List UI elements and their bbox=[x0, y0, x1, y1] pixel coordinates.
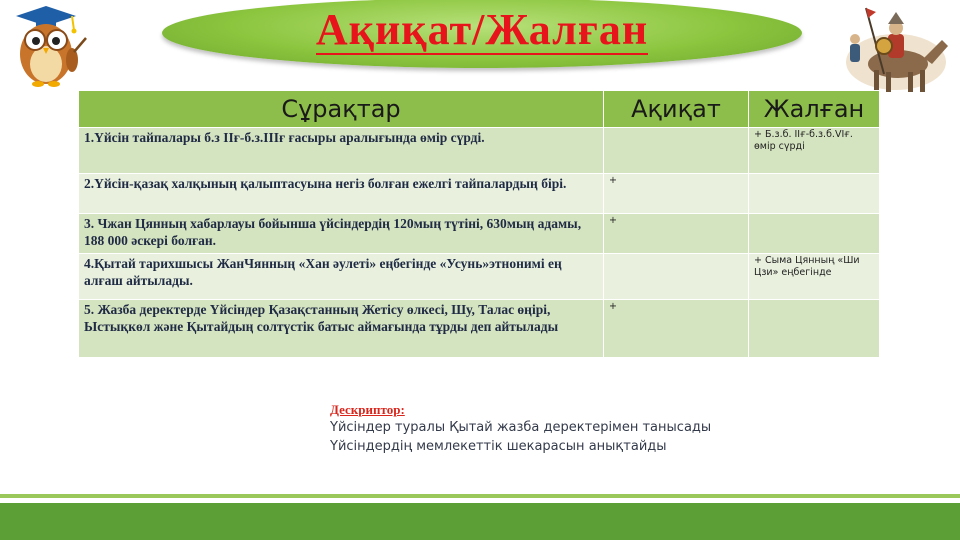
table-row bbox=[79, 214, 880, 254]
table-row bbox=[79, 254, 880, 300]
question-cell: 4.Қытай тарихшысы ЖанЧянның «Хан әулеті» еңбегінде «Усунь»этнонимі ең алғаш айтылады. bbox=[79, 254, 604, 300]
nomad-warrior-picture bbox=[836, 4, 956, 96]
false-mark-cell bbox=[749, 174, 880, 214]
false-mark-cell bbox=[749, 300, 880, 358]
header-true: Ақиқат bbox=[604, 91, 749, 128]
true-mark-cell: + bbox=[604, 300, 749, 358]
descriptor-block bbox=[330, 402, 711, 456]
descriptor-line: Үйсіндер туралы Қытай жазба деректерімен танысады bbox=[330, 420, 712, 435]
true-mark-cell: + bbox=[604, 214, 749, 254]
owl-teacher-icon bbox=[6, 2, 88, 88]
false-mark-cell: + Сыма Цянның «Ши Цзи» еңбегінде bbox=[749, 254, 880, 300]
true-mark-cell bbox=[604, 128, 749, 174]
page-title-wrap bbox=[162, 0, 802, 62]
page-title: Ақиқат/Жалған bbox=[315, 5, 649, 54]
question-cell: 1.Үйсін тайпалары б.з IIғ-б.з.IIIғ ғасыры аралығында өмір сүрді. bbox=[79, 128, 604, 174]
table-row bbox=[79, 174, 880, 214]
table-row bbox=[79, 300, 880, 358]
question-cell: 2.Үйсін-қазақ халқының қалыптасуына негіз болған ежелгі тайпалардың бірі. bbox=[79, 174, 604, 214]
table-row bbox=[79, 128, 880, 174]
false-mark-cell bbox=[749, 214, 880, 254]
true-mark-cell bbox=[604, 254, 749, 300]
header-questions: Сұрақтар bbox=[79, 91, 604, 128]
footer-bar bbox=[0, 503, 960, 540]
false-mark-cell: + Б.з.б. IIғ-б.з.б.VIғ. өмір сүрді bbox=[749, 128, 880, 174]
header-false: Жалған bbox=[749, 91, 880, 128]
descriptor-title: Дескриптор: bbox=[330, 402, 405, 417]
true-false-table bbox=[78, 90, 880, 358]
question-cell: 3. Чжан Цянның хабарлауы бойынша үйсіндердің 120мың түтіні, 630мың адамы, 188 000 әскері болған. bbox=[79, 214, 604, 254]
descriptor-line: Үйсіндердің мемлекеттік шекарасын анықтайды bbox=[330, 439, 667, 454]
table-header-row bbox=[79, 91, 880, 128]
footer-divider bbox=[0, 494, 960, 498]
question-cell: 5. Жазба деректерде Үйсіндер Қазақстанның Жетісу өлкесі, Шу, Талас өңірі, Ыстықкөл және Қытайдың солтүстік батыс аймағында тұрды деп айтылады bbox=[79, 300, 604, 358]
true-mark-cell: + bbox=[604, 174, 749, 214]
